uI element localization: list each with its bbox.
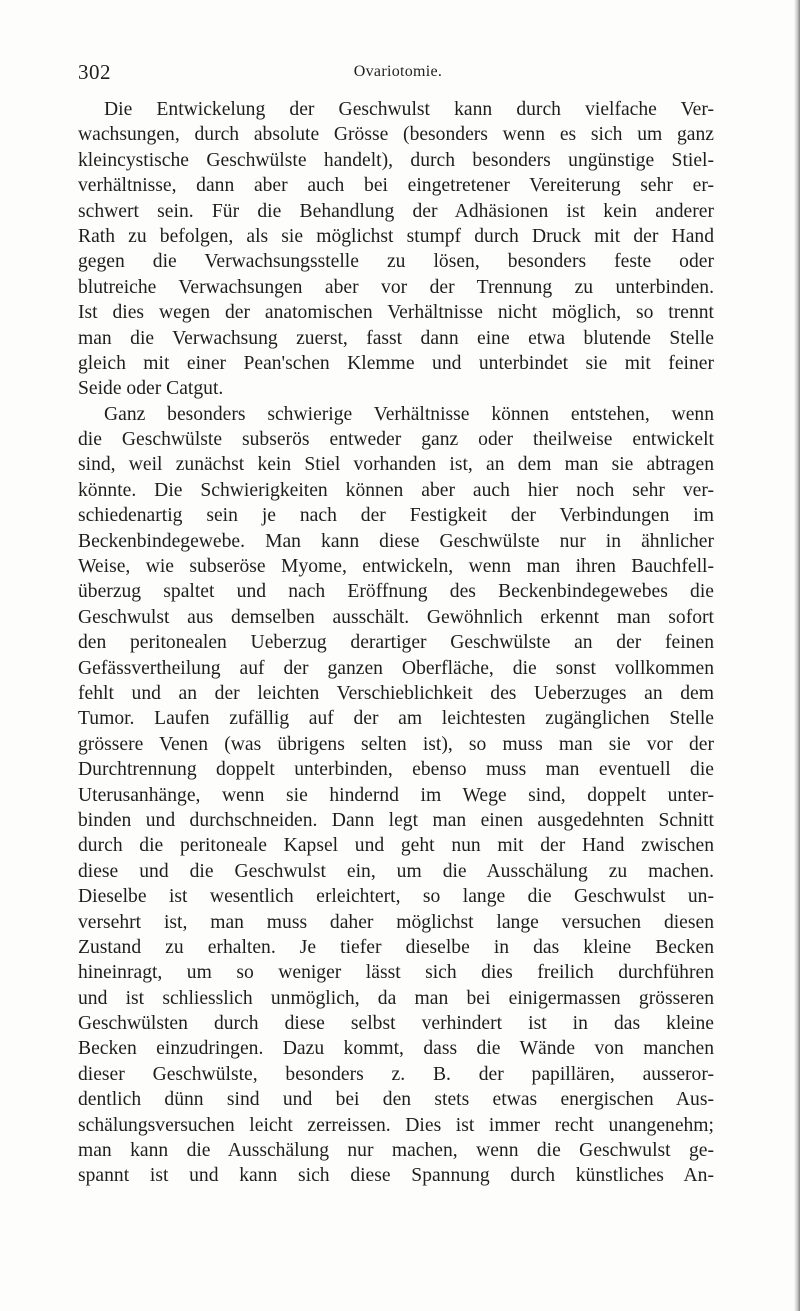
text-line: durch die peritoneale Kapsel und geht nun mit der Hand zwischen xyxy=(78,835,714,857)
text-line: versehrt ist, man muss daher möglichst lange versuchen diesen xyxy=(78,911,714,933)
text-line: Becken einzudringen. Dazu kommt, dass die Wände von manchen xyxy=(78,1038,714,1060)
text-line: Weise, wie subseröse Myome, entwickeln, wenn man ihren Bauchfell- xyxy=(78,556,714,578)
text-line: grössere Venen (was übrigens selten ist), so muss man sie vor der xyxy=(78,733,714,755)
page-edge-shadow xyxy=(794,0,800,1311)
running-head: Ovariotomie. xyxy=(353,63,443,80)
text-line: spannt ist und kann sich diese Spannung durch künstliches An- xyxy=(78,1165,714,1187)
text-line: Dieselbe ist wesentlich erleichtert, so lange die Geschwulst un- xyxy=(78,886,714,908)
text-line: Tumor. Laufen zufällig auf der am leichtesten zugänglichen Stelle xyxy=(78,708,714,730)
text-line: dentlich dünn sind und bei den stets etwas energischen Aus- xyxy=(78,1089,714,1111)
text-line: diese und die Geschwulst ein, um die Ausschälung zu machen. xyxy=(78,860,714,882)
text-line: und ist schliesslich unmöglich, da man bei einigermassen grösseren xyxy=(78,987,714,1009)
text-line: man die Verwachsung zuerst, fasst dann eine etwa blutende Stelle xyxy=(78,327,714,349)
text-line: gegen die Verwachsungsstelle zu lösen, besonders feste oder xyxy=(78,251,714,273)
text-line: Durchtrennung doppelt unterbinden, ebenso muss man eventuell die xyxy=(78,759,714,781)
text-line: Ist dies wegen der anatomischen Verhältnisse nicht möglich, so trennt xyxy=(78,302,714,324)
page-header xyxy=(78,60,718,92)
paragraph-2 xyxy=(78,402,714,1189)
text-line: Geschwulst aus demselben ausschält. Gewöhnlich erkennt man sofort xyxy=(78,606,714,628)
text-line: blutreiche Verwachsungen aber vor der Trennung zu unterbinden. xyxy=(78,276,714,298)
text-line: verhältnisse, dann aber auch bei eingetretener Vereiterung sehr er- xyxy=(78,175,714,197)
text-line: den peritonealen Ueberzug derartiger Geschwülste an der feinen xyxy=(78,632,714,654)
text-line: dieser Geschwülste, besonders z. B. der papillären, ausseror- xyxy=(78,1063,714,1085)
text-line: gleich mit einer Pean'schen Klemme und unterbindet sie mit feiner xyxy=(78,352,714,374)
text-line: sind, weil zunächst kein Stiel vorhanden ist, an dem man sie abtragen xyxy=(78,454,714,476)
text-line: Geschwülsten durch diese selbst verhindert ist in das kleine xyxy=(78,1013,714,1035)
text-line: könnte. Die Schwierigkeiten können aber auch hier noch sehr ver- xyxy=(78,479,714,501)
page-number: 302 xyxy=(78,60,111,84)
text-line: hineinragt, um so weniger lässt sich dies freilich durchführen xyxy=(78,962,714,984)
text-line: schiedenartig sein je nach der Festigkeit der Verbindungen im xyxy=(78,505,714,527)
text-line: Gefässvertheilung auf der ganzen Oberfläche, die sonst vollkommen xyxy=(78,657,714,679)
text-line: man kann die Ausschälung nur machen, wenn die Geschwulst ge- xyxy=(78,1140,714,1162)
text-line: überzug spaltet und nach Eröffnung des Beckenbindegewebes die xyxy=(78,581,714,603)
text-line: Seide oder Catgut. xyxy=(78,378,224,400)
text-line: Zustand zu erhalten. Je tiefer dieselbe in das kleine Becken xyxy=(78,936,714,958)
body-text xyxy=(78,97,714,1189)
paragraph-1 xyxy=(78,97,714,402)
text-line: Ganz besonders schwierige Verhältnisse können entstehen, wenn xyxy=(104,403,714,425)
text-line: binden und durchschneiden. Dann legt man einen ausgedehnten Schnitt xyxy=(78,809,714,831)
text-line: die Geschwülste subserös entweder ganz oder theilweise entwickelt xyxy=(78,429,714,451)
text-line: fehlt und an der leichten Verschieblichkeit des Ueberzuges an dem xyxy=(78,682,714,704)
text-line: kleincystische Geschwülste handelt), durch besonders ungünstige Stiel- xyxy=(78,149,714,171)
text-line: schälungsversuchen leicht zerreissen. Dies ist immer recht unangenehm; xyxy=(78,1114,714,1136)
text-line: schwert sein. Für die Behandlung der Adhäsionen ist kein anderer xyxy=(78,200,714,222)
text-line: Die Entwickelung der Geschwulst kann durch vielfache Ver- xyxy=(104,99,714,120)
text-line: wachsungen, durch absolute Grösse (besonders wenn es sich um ganz xyxy=(78,124,714,146)
text-line: Uterusanhänge, wenn sie hindernd im Wege sind, doppelt unter- xyxy=(78,784,714,806)
text-line: Beckenbindegewebe. Man kann diese Geschwülste nur in ähnlicher xyxy=(78,530,714,552)
text-line: Rath zu befolgen, als sie möglichst stumpf durch Druck mit der Hand xyxy=(78,225,714,247)
